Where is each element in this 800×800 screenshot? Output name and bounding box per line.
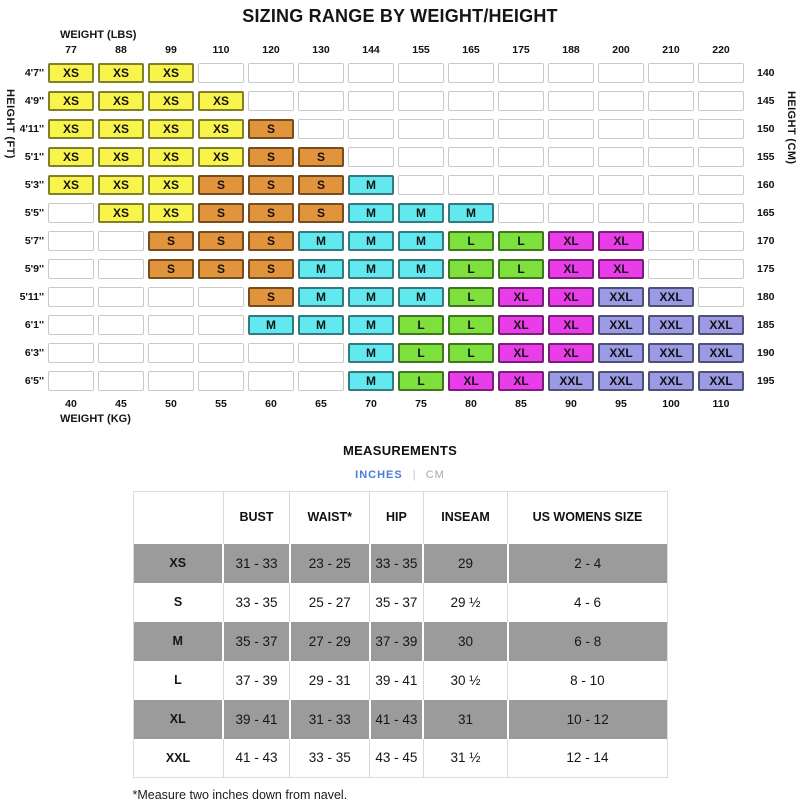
empty-cell — [498, 147, 544, 167]
empty-cell — [148, 343, 194, 363]
empty-cell — [198, 343, 244, 363]
size-grid — [0, 63, 800, 391]
empty-cell — [448, 63, 494, 83]
empty-cell — [198, 371, 244, 391]
empty-cell — [548, 203, 594, 223]
height-cm-tick: 165 — [757, 207, 775, 219]
size-cell-m: M — [348, 315, 394, 335]
weight-kg-tick: 95 — [615, 398, 627, 410]
size-cell-s: S — [148, 231, 194, 251]
size-cell-s: S — [298, 147, 344, 167]
empty-cell — [548, 147, 594, 167]
size-cell-xs: XS — [48, 63, 94, 83]
height-ft-tick: 5'3'' — [24, 179, 44, 191]
size-cell-xl: XL — [448, 371, 494, 391]
size-cell-s: S — [198, 175, 244, 195]
empty-cell — [498, 119, 544, 139]
empty-cell — [348, 147, 394, 167]
weight-lbs-tick: 165 — [462, 44, 480, 56]
size-cell-xxl: XXL — [648, 343, 694, 363]
weight-kg-tick: 85 — [515, 398, 527, 410]
table-row — [133, 544, 667, 583]
size-cell-m: M — [348, 203, 394, 223]
size-cell-s: S — [248, 119, 294, 139]
empty-cell — [298, 371, 344, 391]
size-cell-xxl: XXL — [598, 287, 644, 307]
weight-lbs-ticks — [0, 44, 800, 56]
empty-cell — [648, 91, 694, 111]
units-inches-toggle[interactable]: INCHES — [355, 469, 403, 481]
measurement-cell: 31 - 33 — [223, 544, 290, 583]
units-separator: | — [412, 469, 416, 481]
empty-cell — [598, 147, 644, 167]
empty-cell — [148, 287, 194, 307]
empty-cell — [148, 315, 194, 335]
measurement-cell: 29 ½ — [423, 583, 508, 622]
height-cm-tick: 155 — [757, 151, 775, 163]
measurements-table — [133, 491, 668, 778]
empty-cell — [498, 63, 544, 83]
size-cell-xxl: XXL — [598, 343, 644, 363]
size-cell-s: S — [148, 259, 194, 279]
chart-row — [16, 147, 800, 167]
height-ft-tick: 5'9'' — [24, 263, 44, 275]
empty-cell — [448, 91, 494, 111]
empty-cell — [348, 91, 394, 111]
weight-kg-tick: 80 — [465, 398, 477, 410]
size-cell-s: S — [248, 175, 294, 195]
empty-cell — [698, 119, 744, 139]
empty-cell — [298, 343, 344, 363]
sizing-chart — [0, 29, 800, 425]
height-cm-tick: 145 — [757, 95, 775, 107]
size-cell-m: M — [298, 259, 344, 279]
size-cell-xs: XS — [148, 203, 194, 223]
column-header: INSEAM — [423, 492, 508, 544]
empty-cell — [98, 231, 144, 251]
weight-lbs-tick: 88 — [115, 44, 127, 56]
weight-kg-ticks — [0, 398, 800, 410]
empty-cell — [648, 231, 694, 251]
size-cell-xl: XL — [548, 315, 594, 335]
size-cell-l: L — [498, 231, 544, 251]
empty-cell — [98, 315, 144, 335]
empty-cell — [698, 175, 744, 195]
empty-cell — [98, 371, 144, 391]
empty-cell — [648, 147, 694, 167]
weight-lbs-tick: 130 — [312, 44, 330, 56]
measurements-title: MEASUREMENTS — [342, 443, 458, 458]
units-cm-toggle[interactable]: CM — [425, 469, 445, 481]
height-cm-tick: 180 — [757, 291, 775, 303]
weight-kg-tick: 60 — [265, 398, 277, 410]
size-cell-s: S — [298, 203, 344, 223]
size-cell-xl: XL — [498, 371, 544, 391]
measurement-cell: 27 - 29 — [290, 622, 370, 661]
weight-lbs-axis-label: WEIGHT (LBS) — [60, 29, 137, 41]
height-cm-tick: 170 — [757, 235, 775, 247]
height-ft-tick: 5'11'' — [19, 291, 44, 303]
page-title: SIZING RANGE BY WEIGHT/HEIGHT — [242, 6, 558, 26]
empty-cell — [48, 315, 94, 335]
measurement-cell: 39 - 41 — [370, 661, 424, 700]
chart-row — [16, 343, 800, 363]
measurement-cell: 29 — [423, 544, 508, 583]
size-cell-s: S — [248, 203, 294, 223]
size-cell-l: L — [498, 259, 544, 279]
height-cm-tick: 185 — [757, 319, 775, 331]
empty-cell — [398, 63, 444, 83]
empty-cell — [48, 371, 94, 391]
size-cell-m: M — [298, 231, 344, 251]
size-cell-m: M — [398, 231, 444, 251]
empty-cell — [498, 91, 544, 111]
size-cell-l: L — [398, 315, 444, 335]
size-cell-xs: XS — [48, 175, 94, 195]
empty-cell — [698, 91, 744, 111]
size-cell-xs: XS — [48, 119, 94, 139]
height-cm-tick: 160 — [757, 179, 775, 191]
empty-cell — [198, 315, 244, 335]
height-ft-tick: 4'11'' — [19, 123, 44, 135]
size-cell-s: S — [198, 259, 244, 279]
size-cell-xs: XS — [198, 147, 244, 167]
size-cell-l: L — [448, 287, 494, 307]
empty-cell — [248, 371, 294, 391]
measurement-cell: 31 — [423, 700, 508, 739]
empty-cell — [548, 63, 594, 83]
size-cell-l: L — [448, 259, 494, 279]
size-label-cell: L — [174, 673, 182, 687]
size-cell-l: L — [448, 315, 494, 335]
height-cm-axis-label: HEIGHT (CM) — [785, 91, 797, 165]
measurement-cell: 2 - 4 — [508, 544, 667, 583]
empty-cell — [398, 91, 444, 111]
size-cell-xxl: XXL — [648, 287, 694, 307]
empty-cell — [698, 287, 744, 307]
height-cm-tick: 175 — [757, 263, 775, 275]
size-cell-xs: XS — [98, 63, 144, 83]
size-cell-l: L — [398, 343, 444, 363]
size-cell-s: S — [298, 175, 344, 195]
empty-cell — [48, 203, 94, 223]
weight-kg-tick: 40 — [65, 398, 77, 410]
chart-row — [16, 91, 800, 111]
size-cell-xxl: XXL — [648, 315, 694, 335]
measurement-cell: 10 - 12 — [508, 700, 667, 739]
empty-cell — [198, 287, 244, 307]
empty-cell — [248, 343, 294, 363]
weight-lbs-tick: 155 — [412, 44, 430, 56]
empty-cell — [298, 63, 344, 83]
size-cell-xxl: XXL — [548, 371, 594, 391]
chart-row — [16, 203, 800, 223]
empty-cell — [198, 63, 244, 83]
size-cell-xxl: XXL — [698, 315, 744, 335]
empty-cell — [48, 231, 94, 251]
size-cell-xxl: XXL — [598, 315, 644, 335]
weight-kg-tick: 110 — [712, 398, 730, 410]
empty-cell — [448, 147, 494, 167]
empty-cell — [48, 259, 94, 279]
size-cell-m: M — [298, 287, 344, 307]
empty-cell — [348, 63, 394, 83]
measurement-cell: 39 - 41 — [223, 700, 290, 739]
empty-cell — [648, 175, 694, 195]
size-cell-m: M — [248, 315, 294, 335]
empty-cell — [598, 63, 644, 83]
empty-cell — [448, 119, 494, 139]
weight-lbs-tick: 144 — [362, 44, 380, 56]
weight-kg-tick: 55 — [215, 398, 227, 410]
units-toggle — [0, 469, 800, 481]
measurement-footnote: *Measure two inches down from navel. — [132, 788, 348, 800]
empty-cell — [298, 119, 344, 139]
size-cell-m: M — [348, 231, 394, 251]
weight-lbs-tick: 110 — [212, 44, 230, 56]
empty-cell — [548, 91, 594, 111]
column-header: US WOMENS SIZE — [508, 492, 667, 544]
weight-kg-tick: 90 — [565, 398, 577, 410]
size-cell-s: S — [248, 259, 294, 279]
size-label-cell: XS — [169, 556, 187, 570]
chart-row — [16, 119, 800, 139]
measurement-cell: 37 - 39 — [370, 622, 424, 661]
measurement-cell: 29 - 31 — [290, 661, 370, 700]
weight-lbs-tick: 210 — [662, 44, 680, 56]
weight-kg-tick: 65 — [315, 398, 327, 410]
measurement-cell: 33 - 35 — [290, 739, 370, 778]
size-cell-xl: XL — [498, 287, 544, 307]
size-cell-xxl: XXL — [698, 371, 744, 391]
size-cell-s: S — [248, 147, 294, 167]
empty-cell — [648, 119, 694, 139]
size-cell-m: M — [398, 259, 444, 279]
chart-row — [16, 231, 800, 251]
empty-cell — [648, 63, 694, 83]
table-row — [133, 583, 667, 622]
size-cell-xs: XS — [98, 203, 144, 223]
column-header: WAIST* — [290, 492, 370, 544]
measurement-cell: 35 - 37 — [223, 622, 290, 661]
size-cell-xl: XL — [598, 259, 644, 279]
measurement-cell: 41 - 43 — [223, 739, 290, 778]
height-cm-tick: 195 — [757, 375, 775, 387]
empty-cell — [598, 91, 644, 111]
weight-kg-tick: 45 — [115, 398, 127, 410]
size-cell-l: L — [398, 371, 444, 391]
size-cell-m: M — [348, 175, 394, 195]
height-cm-tick: 190 — [757, 347, 775, 359]
size-cell-xs: XS — [148, 91, 194, 111]
empty-cell — [498, 175, 544, 195]
empty-cell — [548, 119, 594, 139]
height-ft-tick: 6'3'' — [24, 347, 44, 359]
empty-cell — [298, 91, 344, 111]
empty-cell — [648, 203, 694, 223]
size-cell-m: M — [298, 315, 344, 335]
height-ft-tick: 5'5'' — [24, 207, 44, 219]
measurement-cell: 37 - 39 — [223, 661, 290, 700]
height-cm-tick: 140 — [757, 67, 775, 79]
corner-header — [133, 492, 223, 544]
size-cell-xs: XS — [98, 175, 144, 195]
measurement-cell: 43 - 45 — [370, 739, 424, 778]
empty-cell — [398, 119, 444, 139]
weight-kg-tick: 75 — [415, 398, 427, 410]
size-cell-xs: XS — [98, 147, 144, 167]
size-cell-m: M — [398, 203, 444, 223]
empty-cell — [698, 203, 744, 223]
column-header: BUST — [223, 492, 290, 544]
empty-cell — [398, 175, 444, 195]
weight-kg-tick: 100 — [662, 398, 680, 410]
size-cell-m: M — [398, 287, 444, 307]
chart-row — [16, 259, 800, 279]
measurement-cell: 25 - 27 — [290, 583, 370, 622]
height-ft-tick: 5'7'' — [24, 235, 44, 247]
size-cell-m: M — [448, 203, 494, 223]
empty-cell — [398, 147, 444, 167]
height-ft-tick: 5'1'' — [24, 151, 44, 163]
table-row — [133, 739, 667, 778]
measurement-cell: 41 - 43 — [370, 700, 424, 739]
chart-row — [16, 287, 800, 307]
size-cell-xs: XS — [98, 119, 144, 139]
measurement-cell: 23 - 25 — [290, 544, 370, 583]
size-cell-xs: XS — [148, 119, 194, 139]
size-cell-l: L — [448, 231, 494, 251]
size-label-cell: XL — [169, 712, 186, 726]
empty-cell — [598, 203, 644, 223]
table-row — [133, 700, 667, 739]
table-row — [133, 622, 667, 661]
empty-cell — [148, 371, 194, 391]
empty-cell — [598, 175, 644, 195]
weight-kg-tick: 50 — [165, 398, 177, 410]
measurement-cell: 4 - 6 — [508, 583, 667, 622]
size-label-cell: XXL — [165, 750, 191, 765]
height-ft-tick: 4'7'' — [24, 67, 44, 79]
empty-cell — [48, 343, 94, 363]
weight-kg-axis-label: WEIGHT (KG) — [60, 413, 131, 425]
empty-cell — [698, 147, 744, 167]
empty-cell — [548, 175, 594, 195]
size-cell-xxl: XXL — [698, 343, 744, 363]
size-cell-xl: XL — [548, 231, 594, 251]
weight-lbs-tick: 200 — [612, 44, 630, 56]
weight-lbs-tick: 175 — [512, 44, 530, 56]
size-cell-s: S — [248, 231, 294, 251]
empty-cell — [98, 343, 144, 363]
measurement-cell: 30 — [423, 622, 508, 661]
table-row — [133, 661, 667, 700]
empty-cell — [348, 119, 394, 139]
size-cell-xs: XS — [148, 175, 194, 195]
weight-lbs-tick: 220 — [712, 44, 730, 56]
size-cell-xl: XL — [548, 259, 594, 279]
measurement-cell: 6 - 8 — [508, 622, 667, 661]
size-cell-xs: XS — [198, 91, 244, 111]
chart-row — [16, 371, 800, 391]
size-cell-xl: XL — [548, 287, 594, 307]
size-cell-l: L — [448, 343, 494, 363]
height-ft-tick: 4'9'' — [24, 95, 44, 107]
weight-lbs-tick: 120 — [262, 44, 280, 56]
size-cell-m: M — [348, 371, 394, 391]
size-cell-xs: XS — [48, 91, 94, 111]
empty-cell — [698, 231, 744, 251]
size-label-cell: S — [173, 595, 183, 609]
measurement-cell: 33 - 35 — [370, 544, 424, 583]
empty-cell — [698, 259, 744, 279]
size-label-cell: M — [172, 634, 183, 648]
size-cell-m: M — [348, 259, 394, 279]
chart-row — [16, 63, 800, 83]
measurement-cell: 8 - 10 — [508, 661, 667, 700]
size-cell-xl: XL — [498, 315, 544, 335]
empty-cell — [498, 203, 544, 223]
measurement-cell: 31 - 33 — [290, 700, 370, 739]
size-cell-xl: XL — [598, 231, 644, 251]
size-cell-xs: XS — [198, 119, 244, 139]
size-cell-xl: XL — [548, 343, 594, 363]
size-cell-xxl: XXL — [598, 371, 644, 391]
empty-cell — [598, 119, 644, 139]
size-cell-s: S — [198, 231, 244, 251]
weight-kg-tick: 70 — [365, 398, 377, 410]
size-cell-xs: XS — [98, 91, 144, 111]
size-cell-xl: XL — [498, 343, 544, 363]
size-cell-m: M — [348, 343, 394, 363]
height-ft-axis-label: HEIGHT (FT) — [4, 89, 16, 159]
empty-cell — [98, 287, 144, 307]
empty-cell — [648, 259, 694, 279]
measurement-cell: 35 - 37 — [370, 583, 424, 622]
empty-cell — [448, 175, 494, 195]
table-header-row — [133, 492, 667, 544]
column-header: HIP — [370, 492, 424, 544]
size-cell-m: M — [348, 287, 394, 307]
measurements-section — [0, 443, 800, 800]
weight-lbs-tick: 99 — [165, 44, 177, 56]
measurement-cell: 31 ½ — [423, 739, 508, 778]
empty-cell — [98, 259, 144, 279]
size-cell-xs: XS — [148, 147, 194, 167]
height-cm-tick: 150 — [757, 123, 775, 135]
measurement-cell: 30 ½ — [423, 661, 508, 700]
empty-cell — [698, 63, 744, 83]
size-cell-xs: XS — [148, 63, 194, 83]
size-cell-xxl: XXL — [648, 371, 694, 391]
measurement-cell: 33 - 35 — [223, 583, 290, 622]
size-cell-s: S — [198, 203, 244, 223]
chart-row — [16, 315, 800, 335]
weight-lbs-tick: 188 — [562, 44, 580, 56]
measurement-cell: 12 - 14 — [508, 739, 667, 778]
empty-cell — [48, 287, 94, 307]
height-ft-tick: 6'1'' — [24, 319, 44, 331]
weight-lbs-tick: 77 — [65, 44, 77, 56]
height-ft-tick: 6'5'' — [24, 375, 44, 387]
empty-cell — [248, 63, 294, 83]
empty-cell — [248, 91, 294, 111]
chart-row — [16, 175, 800, 195]
size-cell-xs: XS — [48, 147, 94, 167]
size-cell-s: S — [248, 287, 294, 307]
